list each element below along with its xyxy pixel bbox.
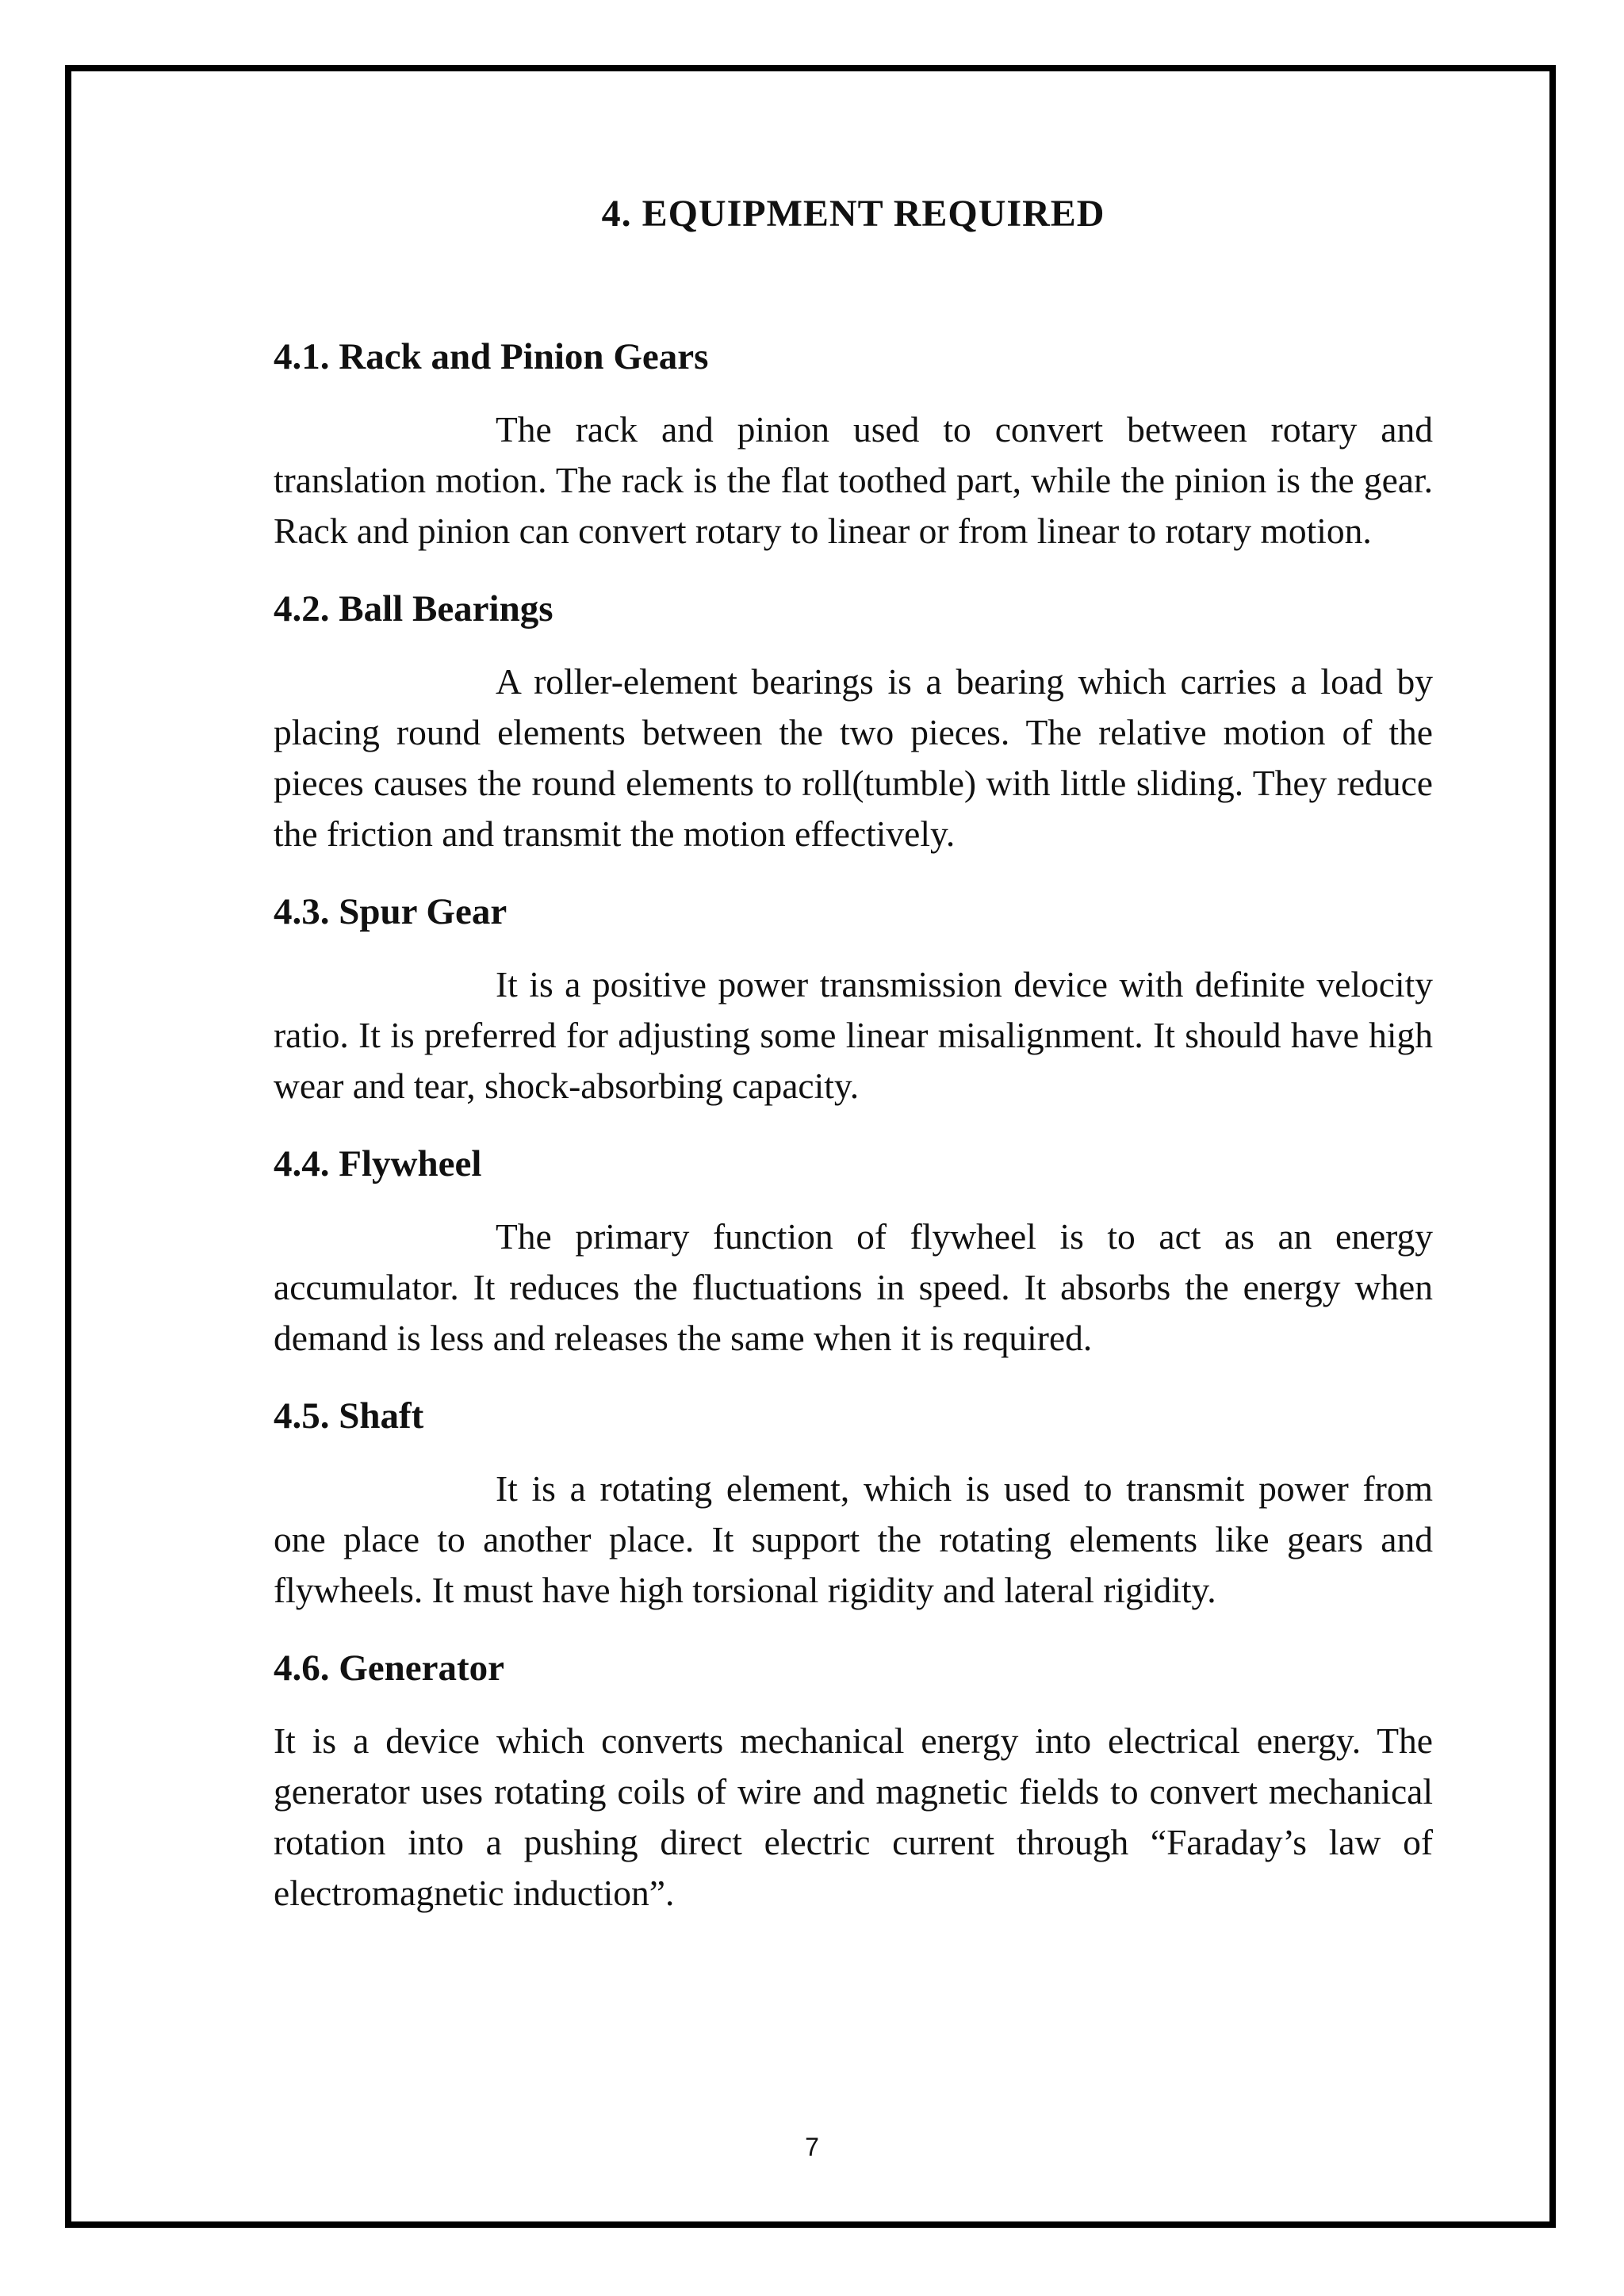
section-heading: 4.2. Ball Bearings: [274, 588, 553, 629]
section-body: It is a rotating element, which is used to transmit power from one place to another place. It support the rotating elements like gears and flywheels. It must have high torsional rigidity and lateral rigidity.: [274, 1468, 1433, 1610]
section-ball-bearings: [274, 585, 1433, 859]
section-body: It is a positive power transmission device with definite velocity ratio. It is preferred for adjusting some linear misalignment. It should have high wear and tear, shock-absorbing capacity.: [274, 964, 1433, 1106]
page-number: 7: [805, 2133, 819, 2161]
section-spur-gear: [274, 888, 1433, 1112]
section-body: It is a device which converts mechanical energy into electrical energy. The generator uses rotating coils of wire and magnetic fields to convert mechanical rotation into a pushing direct electric current through “Faraday’s law of electromagnetic induction”.: [274, 1720, 1433, 1913]
section-body: A roller-element bearings is a bearing which carries a load by placing round elements between the two pieces. The relative motion of the pieces causes the round elements to roll(tumble) with little sliding. They reduce the friction and transmit the motion effectively.: [274, 661, 1433, 854]
page-title: 4. EQUIPMENT REQUIRED: [601, 193, 1105, 235]
section-heading: 4.5. Shaft: [274, 1395, 424, 1437]
section-heading: 4.6. Generator: [274, 1647, 505, 1689]
section-heading: 4.3. Spur Gear: [274, 891, 508, 932]
section-flywheel: [274, 1140, 1433, 1364]
section-generator: [274, 1644, 1433, 1919]
section-body: The primary function of flywheel is to act as an energy accumulator. It reduces the fluctuations in speed. It absorbs the energy when demand is less and releases the same when it is required.: [274, 1216, 1433, 1358]
section-heading: 4.1. Rack and Pinion Gears: [274, 336, 709, 377]
section-rack-and-pinion: [274, 333, 1433, 557]
section-body: The rack and pinion used to convert between rotary and translation motion. The rack is the flat toothed part, while the pinion is the gear. Rack and pinion can convert rotary to linear or from linear to rotary motion.: [274, 409, 1433, 551]
page-content: [274, 190, 1433, 1947]
section-heading: 4.4. Flywheel: [274, 1143, 482, 1184]
section-shaft: [274, 1392, 1433, 1616]
